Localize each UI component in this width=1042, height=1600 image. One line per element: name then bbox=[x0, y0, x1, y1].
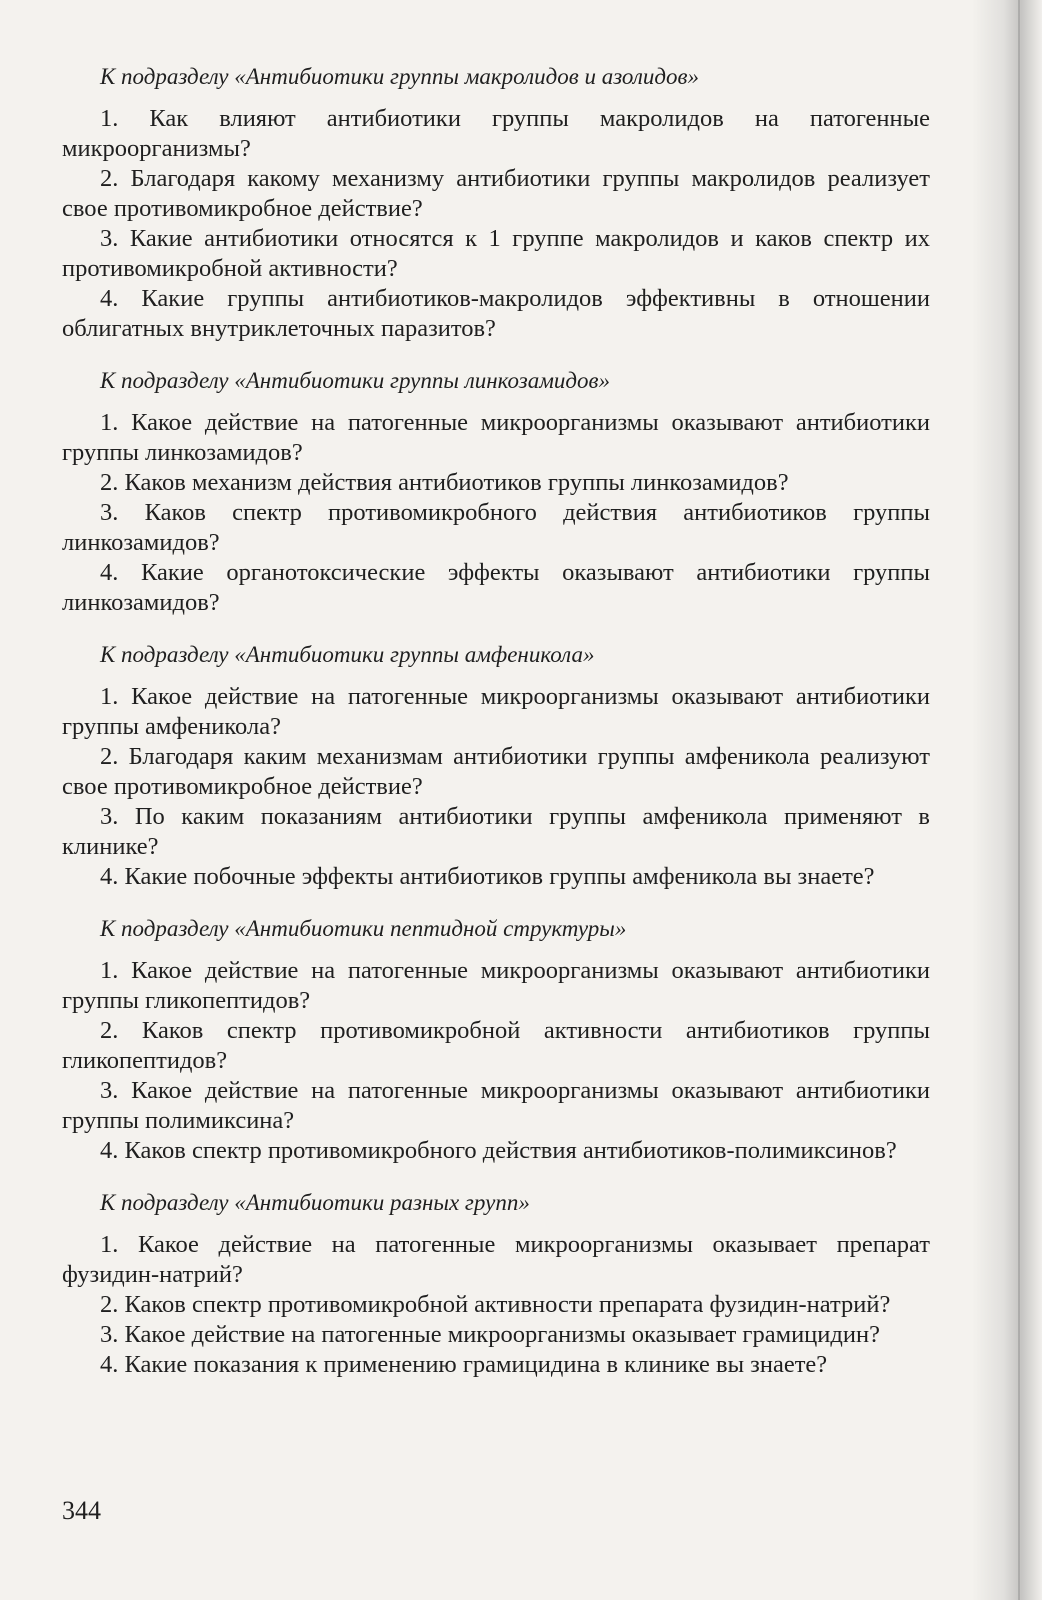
section-other-groups bbox=[62, 1188, 930, 1380]
section-heading: К подразделу «Антибиотики группы амфеникола» bbox=[100, 642, 595, 667]
page-edge-line bbox=[1018, 0, 1020, 1600]
question-item: 3. Какие антибиотики относятся к 1 группе макролидов и каков спектр их противомикробной активности? bbox=[62, 225, 930, 282]
question-item: 4. Каков спектр противомикробного действия антибиотиков-полимиксинов? bbox=[100, 1137, 897, 1164]
question-item: 1. Какое действие на патогенные микроорганизмы оказывают антибиотики группы амфеникола? bbox=[62, 683, 930, 740]
question-item: 1. Какое действие на патогенные микроорганизмы оказывают антибиотики группы линкозамидов? bbox=[62, 409, 930, 466]
section-macrolides bbox=[62, 62, 930, 344]
section-heading: К подразделу «Антибиотики пептидной структуры» bbox=[100, 916, 627, 941]
question-item: 3. Каков спектр противомикробного действия антибиотиков группы линкозамидов? bbox=[62, 499, 930, 556]
question-item: 2. Каков спектр противомикробной активности препарата фузидин-натрий? bbox=[100, 1291, 891, 1318]
question-item: 4. Какие показания к применению грамицидина в клинике вы знаете? bbox=[100, 1351, 828, 1378]
section-amphenicols bbox=[62, 640, 930, 892]
section-heading: К подразделу «Антибиотики группы линкозамидов» bbox=[100, 368, 611, 393]
question-item: 4. Какие побочные эффекты антибиотиков группы амфеникола вы знаете? bbox=[100, 863, 875, 890]
section-heading: К подразделу «Антибиотики разных групп» bbox=[100, 1190, 530, 1215]
question-item: 2. Каков механизм действия антибиотиков группы линкозамидов? bbox=[100, 469, 789, 496]
question-item: 2. Благодаря каким механизмам антибиотики группы амфеникола реализуют свое противомикробное действие? bbox=[62, 743, 930, 800]
question-item: 1. Какое действие на патогенные микроорганизмы оказывает препарат фузидин-натрий? bbox=[62, 1231, 930, 1288]
question-item: 1. Как влияют антибиотики группы макролидов на патогенные микроорганизмы? bbox=[62, 105, 930, 162]
section-heading: К подразделу «Антибиотики группы макролидов и азолидов» bbox=[100, 64, 699, 89]
question-item: 1. Какое действие на патогенные микроорганизмы оказывают антибиотики группы гликопептидов? bbox=[62, 957, 930, 1014]
question-item: 2. Каков спектр противомикробной активности антибиотиков группы гликопептидов? bbox=[62, 1017, 930, 1074]
section-peptides bbox=[62, 914, 930, 1166]
question-item: 3. По каким показаниям антибиотики группы амфеникола применяют в клинике? bbox=[62, 803, 930, 860]
question-item: 2. Благодаря какому механизму антибиотики группы макролидов реализует свое противомикробное действие? bbox=[62, 165, 930, 222]
page-content bbox=[62, 62, 930, 1380]
question-item: 3. Какое действие на патогенные микроорганизмы оказывает грамицидин? bbox=[100, 1321, 880, 1348]
question-item: 3. Какое действие на патогенные микроорганизмы оказывают антибиотики группы полимиксина? bbox=[62, 1077, 930, 1134]
section-lincosamides bbox=[62, 366, 930, 618]
page-edge-shadow bbox=[972, 0, 1042, 1600]
question-item: 4. Какие органотоксические эффекты оказывают антибиотики группы линкозамидов? bbox=[62, 559, 930, 616]
question-item: 4. Какие группы антибиотиков-макролидов эффективны в отношении облигатных внутриклеточных паразитов? bbox=[62, 285, 930, 342]
page-number: 344 bbox=[62, 1496, 101, 1525]
